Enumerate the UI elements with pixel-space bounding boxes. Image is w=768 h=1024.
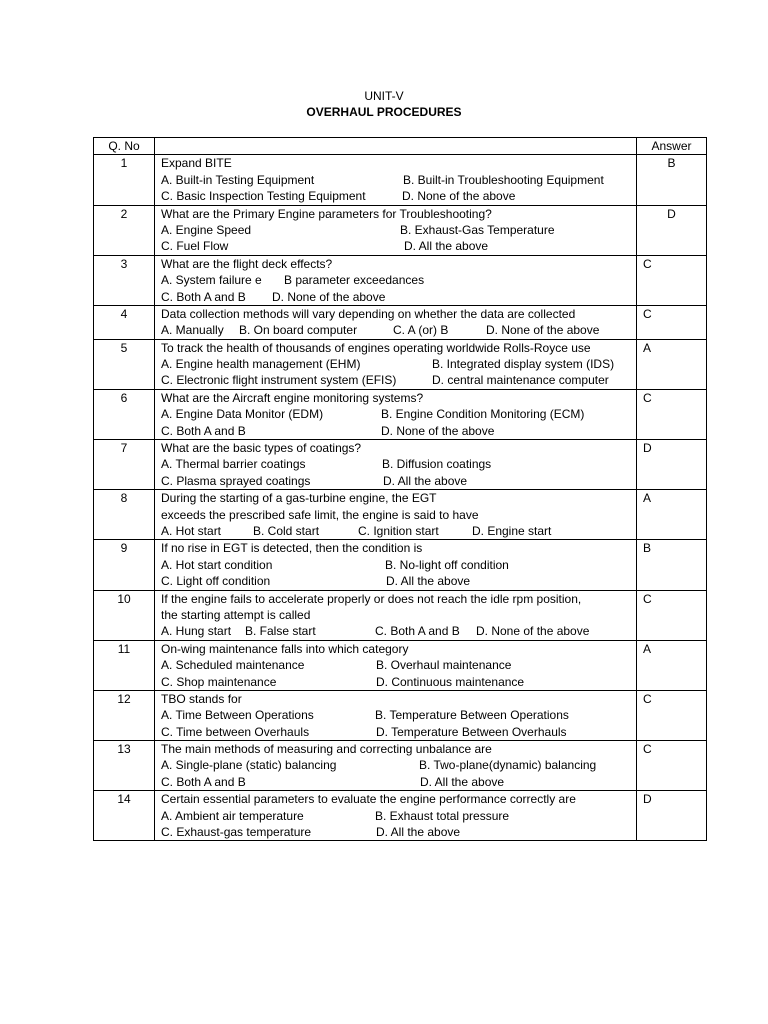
- option-text: C. Shop maintenance: [161, 674, 277, 689]
- question-row: [94, 305, 707, 339]
- option-text: C. Plasma sprayed coatings: [161, 473, 311, 488]
- question-line: [161, 406, 636, 422]
- option-text: C. Exhaust-gas temperature: [161, 825, 312, 840]
- question-text-line: [161, 540, 636, 556]
- option-text: B. Two-plane(dynamic) balancing: [419, 758, 597, 773]
- answer-cell: C: [637, 389, 707, 439]
- option-text: D. All the above: [404, 239, 489, 254]
- answer-cell: A: [637, 640, 707, 690]
- option-text: A. Thermal barrier coatings: [161, 457, 306, 472]
- question-line: [161, 473, 636, 489]
- question-cell: [155, 205, 637, 255]
- question-number: 4: [94, 305, 155, 339]
- header-qno: Q. No: [94, 138, 155, 155]
- answer-cell: D: [637, 440, 707, 490]
- question-text: Expand BITE: [161, 156, 232, 171]
- option-text: A. Engine Speed: [161, 222, 252, 237]
- question-text-line: [161, 206, 636, 222]
- question-text-line: [161, 155, 636, 171]
- question-text-line: [161, 641, 636, 657]
- question-number: 11: [94, 640, 155, 690]
- question-number: 6: [94, 389, 155, 439]
- option-text: D. None of the above: [486, 323, 600, 338]
- option-text: A. Engine Data Monitor (EDM): [161, 407, 324, 422]
- option-text: A. Ambient air temperature: [161, 808, 304, 823]
- question-line: [161, 222, 636, 238]
- option-text: C. A (or) B: [393, 323, 449, 338]
- option-text: A. System failure e: [161, 273, 262, 288]
- header-answer: Answer: [637, 138, 707, 155]
- question-row: [94, 440, 707, 490]
- answer-cell: B: [637, 540, 707, 590]
- question-text: On-wing maintenance falls into which category: [161, 641, 409, 656]
- question-cell: [155, 389, 637, 439]
- question-line: [161, 757, 636, 773]
- option-text: A. Engine health management (EHM): [161, 357, 361, 372]
- question-text-line: [161, 490, 636, 506]
- question-line: [161, 573, 636, 589]
- question-line: [161, 774, 636, 790]
- question-text-line: [161, 390, 636, 406]
- question-text: What are the flight deck effects?: [161, 256, 333, 271]
- option-text: D. None of the above: [381, 423, 495, 438]
- question-line: [161, 557, 636, 573]
- question-row: [94, 155, 707, 205]
- option-text: C. Both A and B: [161, 289, 246, 304]
- question-number: 7: [94, 440, 155, 490]
- question-text-line: [161, 691, 636, 707]
- option-text: C. Light off condition: [161, 574, 271, 589]
- option-text: B. Diffusion coatings: [382, 457, 492, 472]
- option-text: D. Engine start: [472, 524, 552, 538]
- option-text: A. Single-plane (static) balancing: [161, 758, 337, 773]
- question-text: What are the Aircraft engine monitoring systems?: [161, 390, 424, 405]
- question-number: 5: [94, 339, 155, 389]
- question-line: [161, 824, 636, 840]
- question-cell: [155, 540, 637, 590]
- answer-cell: C: [637, 255, 707, 305]
- option-text: D. All the above: [383, 473, 468, 488]
- answer-cell: C: [637, 690, 707, 740]
- option-text: B. No-light off condition: [385, 557, 509, 572]
- question-line: [161, 623, 636, 639]
- question-text-line: [161, 340, 636, 356]
- question-row: [94, 690, 707, 740]
- option-text: D. central maintenance computer: [432, 373, 609, 388]
- question-number: 8: [94, 490, 155, 540]
- header-question: [155, 138, 637, 155]
- question-line: [161, 372, 636, 388]
- option-text: D. All the above: [420, 774, 505, 789]
- question-text: If the engine fails to accelerate properly or does not reach the idle rpm position,: [161, 591, 582, 606]
- question-line: [161, 724, 636, 740]
- option-text: B. Cold start: [253, 524, 320, 538]
- question-line: [161, 456, 636, 472]
- question-row: [94, 255, 707, 305]
- question-text-line: [161, 791, 636, 807]
- unit-heading: UNIT-V: [364, 89, 404, 103]
- header-row: [94, 138, 707, 155]
- question-text-line: [161, 440, 636, 456]
- question-table: [93, 137, 707, 841]
- question-line: [161, 172, 636, 188]
- question-row: [94, 741, 707, 791]
- question-text-line: [161, 591, 636, 607]
- question-cell: [155, 305, 637, 339]
- option-text: B. Temperature Between Operations: [375, 708, 569, 723]
- question-text-line: [161, 306, 636, 322]
- option-text: C. Basic Inspection Testing Equipment: [161, 189, 366, 204]
- option-text: B. Built-in Troubleshooting Equipment: [403, 172, 604, 187]
- question-text: The main methods of measuring and correcting unbalance are: [161, 742, 492, 757]
- option-text: C. Both A and B: [161, 774, 246, 789]
- option-text: B. False start: [245, 624, 316, 639]
- question-line: [161, 657, 636, 673]
- answer-cell: D: [637, 791, 707, 841]
- question-line: [161, 607, 636, 623]
- question-number: 2: [94, 205, 155, 255]
- question-text: If no rise in EGT is detected, then the condition is: [161, 541, 423, 556]
- question-number: 12: [94, 690, 155, 740]
- question-cell: [155, 590, 637, 640]
- option-text: C. Both A and B: [161, 423, 246, 438]
- question-row: [94, 205, 707, 255]
- option-text: D. All the above: [376, 825, 461, 840]
- answer-cell: D: [637, 205, 707, 255]
- answer-cell: A: [637, 490, 707, 540]
- option-text: A. Hot start condition: [161, 557, 273, 572]
- question-row: [94, 389, 707, 439]
- question-line: [161, 423, 636, 439]
- question-text: Data collection methods will vary depending on whether the data are collected: [161, 306, 576, 321]
- question-cell: [155, 255, 637, 305]
- question-row: [94, 490, 707, 540]
- option-text: B. Exhaust-Gas Temperature: [400, 222, 555, 237]
- option-text: A. Scheduled maintenance: [161, 658, 305, 673]
- question-text: During the starting of a gas-turbine engine, the EGT: [161, 491, 437, 506]
- question-text: TBO stands for: [161, 691, 242, 706]
- question-cell: [155, 440, 637, 490]
- question-text: Certain essential parameters to evaluate the engine performance correctly are: [161, 792, 576, 807]
- option-text: B. Exhaust total pressure: [375, 808, 510, 823]
- option-text: A. Manually: [161, 323, 224, 338]
- question-line: [161, 808, 636, 824]
- question-text-line: [161, 741, 636, 757]
- question-cell: [155, 640, 637, 690]
- question-number: 9: [94, 540, 155, 590]
- question-line: [161, 356, 636, 372]
- question-line: [161, 188, 636, 204]
- answer-cell: C: [637, 741, 707, 791]
- question-row: [94, 791, 707, 841]
- question-line: [161, 238, 636, 254]
- option-text: D. None of the above: [476, 624, 590, 639]
- option-text: A. Time Between Operations: [161, 708, 314, 723]
- question-text: To track the health of thousands of engines operating worldwide Rolls-Royce use: [161, 340, 591, 355]
- option-text: D. Continuous maintenance: [376, 674, 525, 689]
- option-text: B. On board computer: [239, 323, 358, 338]
- question-row: [94, 540, 707, 590]
- option-text: A. Hot start: [161, 524, 222, 538]
- option-text: C. Fuel Flow: [161, 239, 229, 254]
- option-text: D. None of the above: [402, 189, 516, 204]
- option-text: the starting attempt is called: [161, 607, 311, 622]
- question-number: 13: [94, 741, 155, 791]
- question-line: [161, 272, 636, 288]
- question-row: [94, 640, 707, 690]
- question-cell: [155, 791, 637, 841]
- option-text: B. Overhaul maintenance: [376, 658, 512, 673]
- option-text: A. Built-in Testing Equipment: [161, 172, 315, 187]
- question-cell: [155, 155, 637, 205]
- option-text: D. All the above: [386, 574, 471, 589]
- answer-cell: A: [637, 339, 707, 389]
- question-cell: [155, 690, 637, 740]
- question-line: [161, 674, 636, 690]
- question-line: [161, 322, 636, 338]
- answer-cell: C: [637, 305, 707, 339]
- question-text: What are the Primary Engine parameters for Troubleshooting?: [161, 206, 492, 221]
- question-cell: [155, 339, 637, 389]
- question-cell: [155, 490, 637, 540]
- question-line: [161, 289, 636, 305]
- question-text-line: [161, 256, 636, 272]
- option-text: B. Engine Condition Monitoring (ECM): [381, 407, 585, 422]
- question-cell: [155, 741, 637, 791]
- question-line: [161, 523, 636, 539]
- option-text: D. None of the above: [272, 289, 386, 304]
- option-text: exceeds the prescribed safe limit, the engine is said to have: [161, 507, 479, 522]
- option-text: D. Temperature Between Overhauls: [376, 724, 567, 739]
- question-text: What are the basic types of coatings?: [161, 441, 362, 456]
- option-text: C. Electronic flight instrument system (EFIS): [161, 373, 397, 388]
- question-number: 1: [94, 155, 155, 205]
- question-row: [94, 339, 707, 389]
- question-number: 10: [94, 590, 155, 640]
- answer-cell: B: [637, 155, 707, 205]
- question-number: 3: [94, 255, 155, 305]
- page-title: OVERHAUL PROCEDURES: [306, 105, 462, 119]
- question-number: 14: [94, 791, 155, 841]
- option-text: B. Integrated display system (IDS): [432, 357, 615, 372]
- option-text: C. Time between Overhauls: [161, 724, 310, 739]
- option-text: A. Hung start: [161, 624, 232, 639]
- option-text: B parameter exceedances: [284, 273, 425, 288]
- answer-cell: C: [637, 590, 707, 640]
- question-row: [94, 590, 707, 640]
- question-line: [161, 707, 636, 723]
- option-text: C. Both A and B: [375, 624, 460, 639]
- question-line: [161, 507, 636, 523]
- option-text: C. Ignition start: [358, 524, 439, 538]
